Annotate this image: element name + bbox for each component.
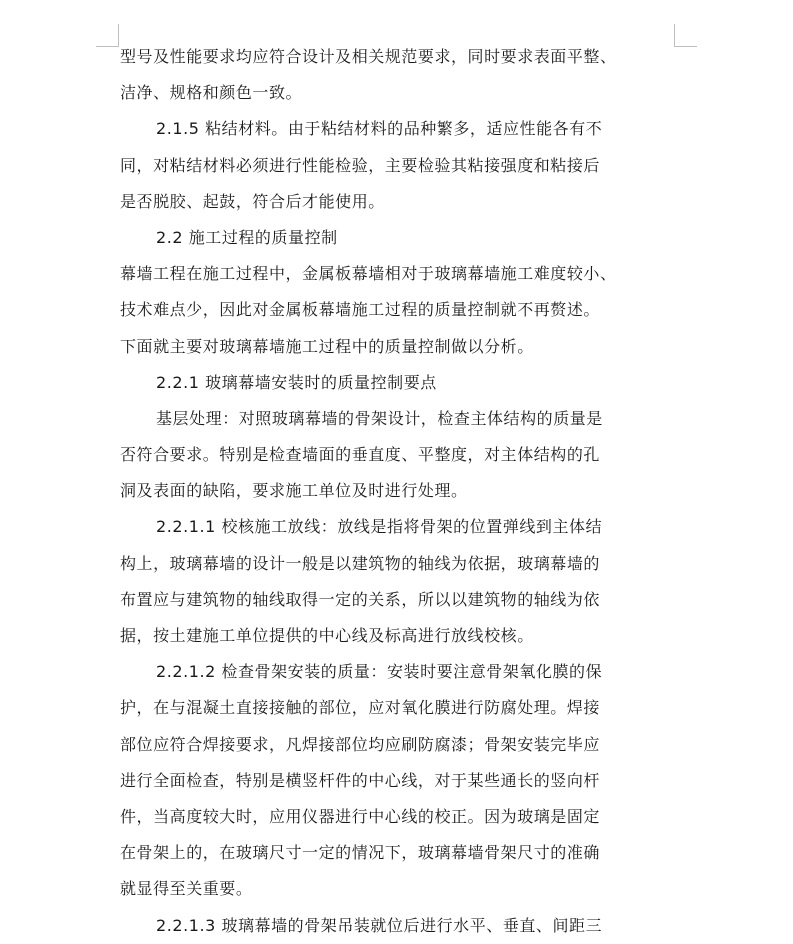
text-line-3: 2.1.5 粘结材料。由于粘结材料的品种繁多，适应性能各有不: [156, 119, 603, 139]
section-heading-2-2: 2.2 施工过程的质量控制: [156, 227, 338, 247]
text-line-8: 技术难点少，因此对金属板幕墙施工过程的质量控制就不再赘述。: [120, 300, 600, 320]
text-line-24: 就显得至关重要。: [120, 879, 253, 899]
text-line-9: 下面就主要对玻璃幕墙施工过程中的质量控制做以分析。: [120, 336, 534, 356]
text-line-14: 2.2.1.1 校核施工放线：放线是指将骨架的位置弹线到主体结: [156, 517, 603, 537]
text-line-19: 护，在与混凝土直接接触的部位，应对氧化膜进行防腐处理。焊接: [120, 698, 600, 718]
section-heading-2-2-1: 2.2.1 玻璃幕墙安装时的质量控制要点: [156, 372, 437, 392]
crop-mark-top-left: [96, 24, 119, 47]
crop-mark-top-right: [674, 24, 697, 47]
text-line-2: 洁净、规格和颜色一致。: [120, 83, 303, 103]
text-line-11: 基层处理：对照玻璃幕墙的骨架设计，检查主体结构的质量是: [156, 408, 603, 428]
text-line-21: 进行全面检查，特别是横竖杆件的中心线，对于某些通长的竖向杆: [120, 770, 600, 790]
text-line-15: 构上，玻璃幕墙的设计一般是以建筑物的轴线为依据，玻璃幕墙的: [120, 553, 600, 573]
text-line-5: 是否脱胶、起鼓，符合后才能使用。: [120, 191, 385, 211]
text-line-20: 部位应符合焊接要求，凡焊接部位均应刷防腐漆；骨架安装完毕应: [120, 734, 600, 754]
text-line-25: 2.2.1.3 玻璃幕墙的骨架吊装就位后进行水平、垂直、间距三: [156, 915, 603, 935]
text-line-17: 据，按土建施工单位提供的中心线及标高进行放线校核。: [120, 626, 534, 645]
document-body[interactable]: [120, 39, 668, 944]
text-line-16: 布置应与建筑物的轴线取得一定的关系，所以以建筑物的轴线为依: [120, 589, 600, 609]
text-line-13: 洞及表面的缺陷，要求施工单位及时进行处理。: [120, 481, 468, 501]
text-line-1: 型号及性能要求均应符合设计及相关规范要求，同时要求表面平整、: [120, 47, 617, 66]
text-line-7: 幕墙工程在施工过程中，金属板幕墙相对于玻璃幕墙施工难度较小、: [120, 264, 617, 284]
text-line-18: 2.2.1.2 检查骨架安装的质量：安装时要注意骨架氧化膜的保: [156, 662, 603, 682]
text-line-12: 否符合要求。特别是检查墙面的垂直度、平整度，对主体结构的孔: [120, 445, 600, 465]
text-line-22: 件，当高度较大时，应用仪器进行中心线的校正。因为玻璃是固定: [120, 806, 600, 826]
text-line-4: 同，对粘结材料必须进行性能检验，主要检验其粘接强度和粘接后: [120, 155, 600, 175]
text-line-23: 在骨架上的，在玻璃尺寸一定的情况下，玻璃幕墙骨架尺寸的准确: [120, 843, 600, 863]
